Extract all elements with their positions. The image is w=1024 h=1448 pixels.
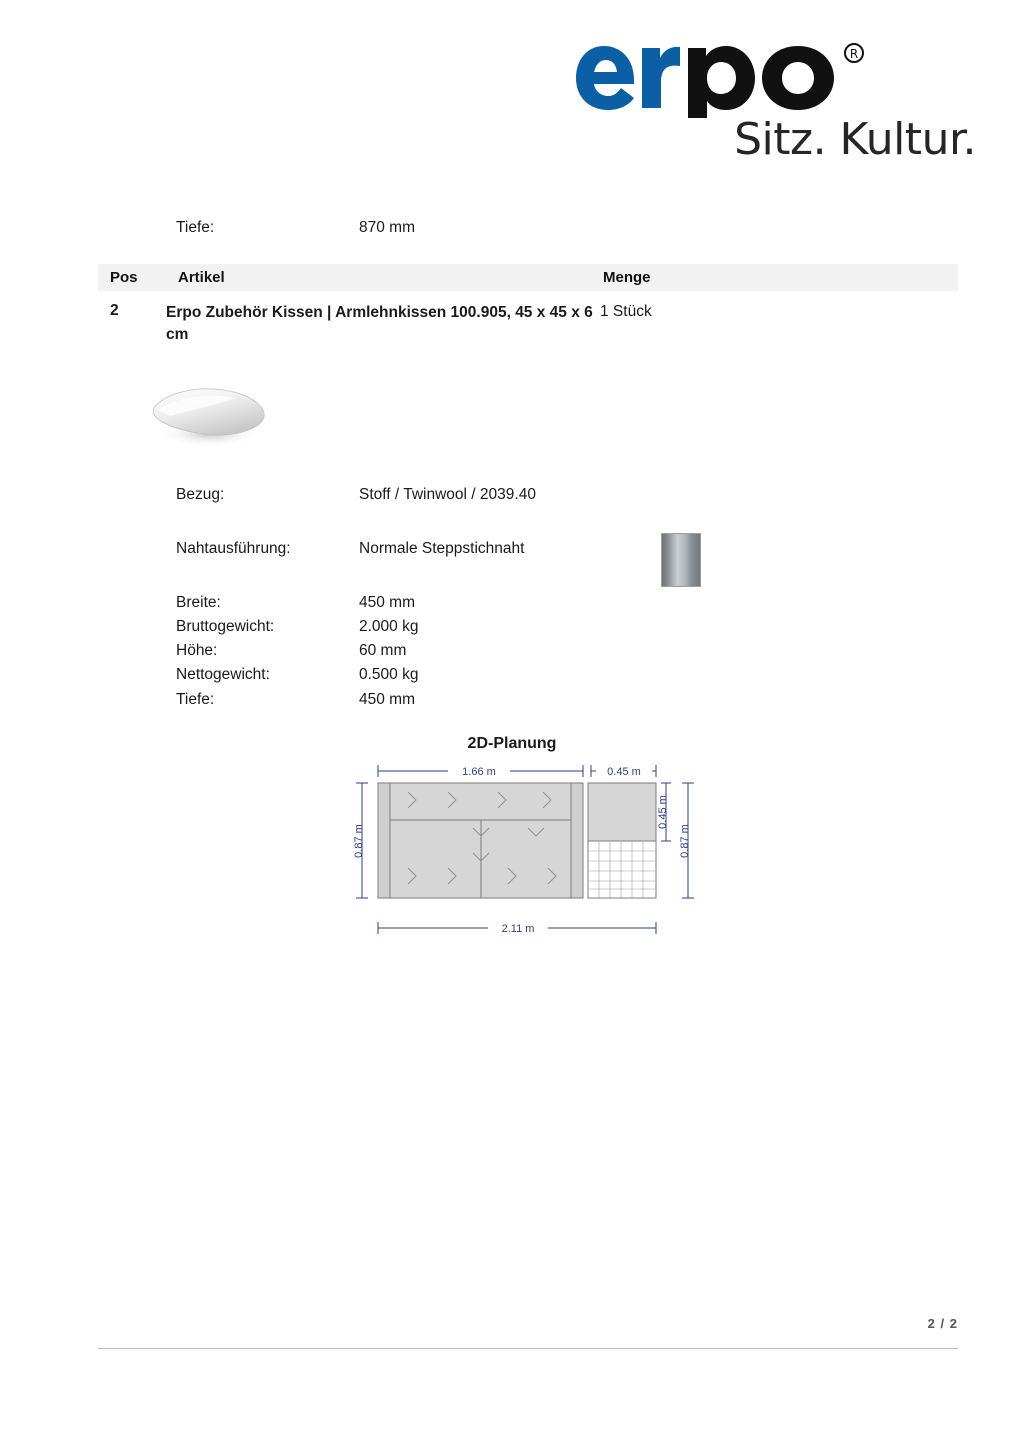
footer-divider xyxy=(98,1348,958,1349)
svg-text:R: R xyxy=(849,47,859,61)
column-header-menge: Menge xyxy=(603,269,651,286)
brand-tagline: Sitz. Kultur. xyxy=(734,114,976,165)
item-position-number: 2 xyxy=(110,302,119,319)
spec-label: Nettogewicht: xyxy=(176,666,270,683)
items-table-header xyxy=(98,264,958,291)
item-quantity: 1 Stück xyxy=(600,303,652,320)
erpo-wordmark-icon xyxy=(556,28,976,114)
plan-dim-left: 0.87 m xyxy=(353,824,365,858)
spec-value: 450 mm xyxy=(359,691,415,708)
spec-label: Höhe: xyxy=(176,642,218,659)
plan-dim-right-inner: 0.45 m xyxy=(657,795,669,829)
plan-dim-right-outer: 0.87 m xyxy=(679,824,691,858)
fabric-swatch xyxy=(661,533,701,587)
spec-label: Tiefe: xyxy=(176,691,215,708)
page-separator: / xyxy=(940,1316,946,1331)
spec-value: 0.500 kg xyxy=(359,666,419,683)
column-header-artikel: Artikel xyxy=(178,269,225,286)
spec-label: Bezug: xyxy=(176,486,225,503)
spec-value: 450 mm xyxy=(359,594,415,611)
plan-dim-top-right: 0.45 m xyxy=(607,766,641,778)
plan-dim-bottom: 2.11 m xyxy=(501,923,535,935)
spec-label: Bruttogewicht: xyxy=(176,618,275,635)
spec-value: Normale Steppstichnaht xyxy=(359,540,525,557)
plan-dim-top-left: 1.66 m xyxy=(462,766,496,778)
plan-title: 2D-Planung xyxy=(467,735,557,752)
spec-value: 870 mm xyxy=(359,219,415,236)
spec-value: 60 mm xyxy=(359,642,407,659)
spec-value: 2.000 kg xyxy=(359,618,419,635)
column-header-pos: Pos xyxy=(110,269,138,286)
page-current: 2 xyxy=(927,1316,936,1331)
page-total: 2 xyxy=(949,1316,958,1331)
page-number xyxy=(928,1316,958,1331)
spec-label: Tiefe: xyxy=(176,219,215,236)
spec-value: Stoff / Twinwool / 2039.40 xyxy=(359,486,536,503)
brand-logo xyxy=(556,28,976,165)
item-title: Erpo Zubehör Kissen | Armlehnkissen 100.905, 45 x 45 x 6 cm xyxy=(166,304,593,343)
product-image-cushion xyxy=(148,372,278,457)
plan-drawing xyxy=(348,758,718,953)
spec-label: Nahtausführung: xyxy=(176,540,291,557)
spec-label: Breite: xyxy=(176,594,221,611)
spec-row-tiefe-top xyxy=(176,219,676,239)
